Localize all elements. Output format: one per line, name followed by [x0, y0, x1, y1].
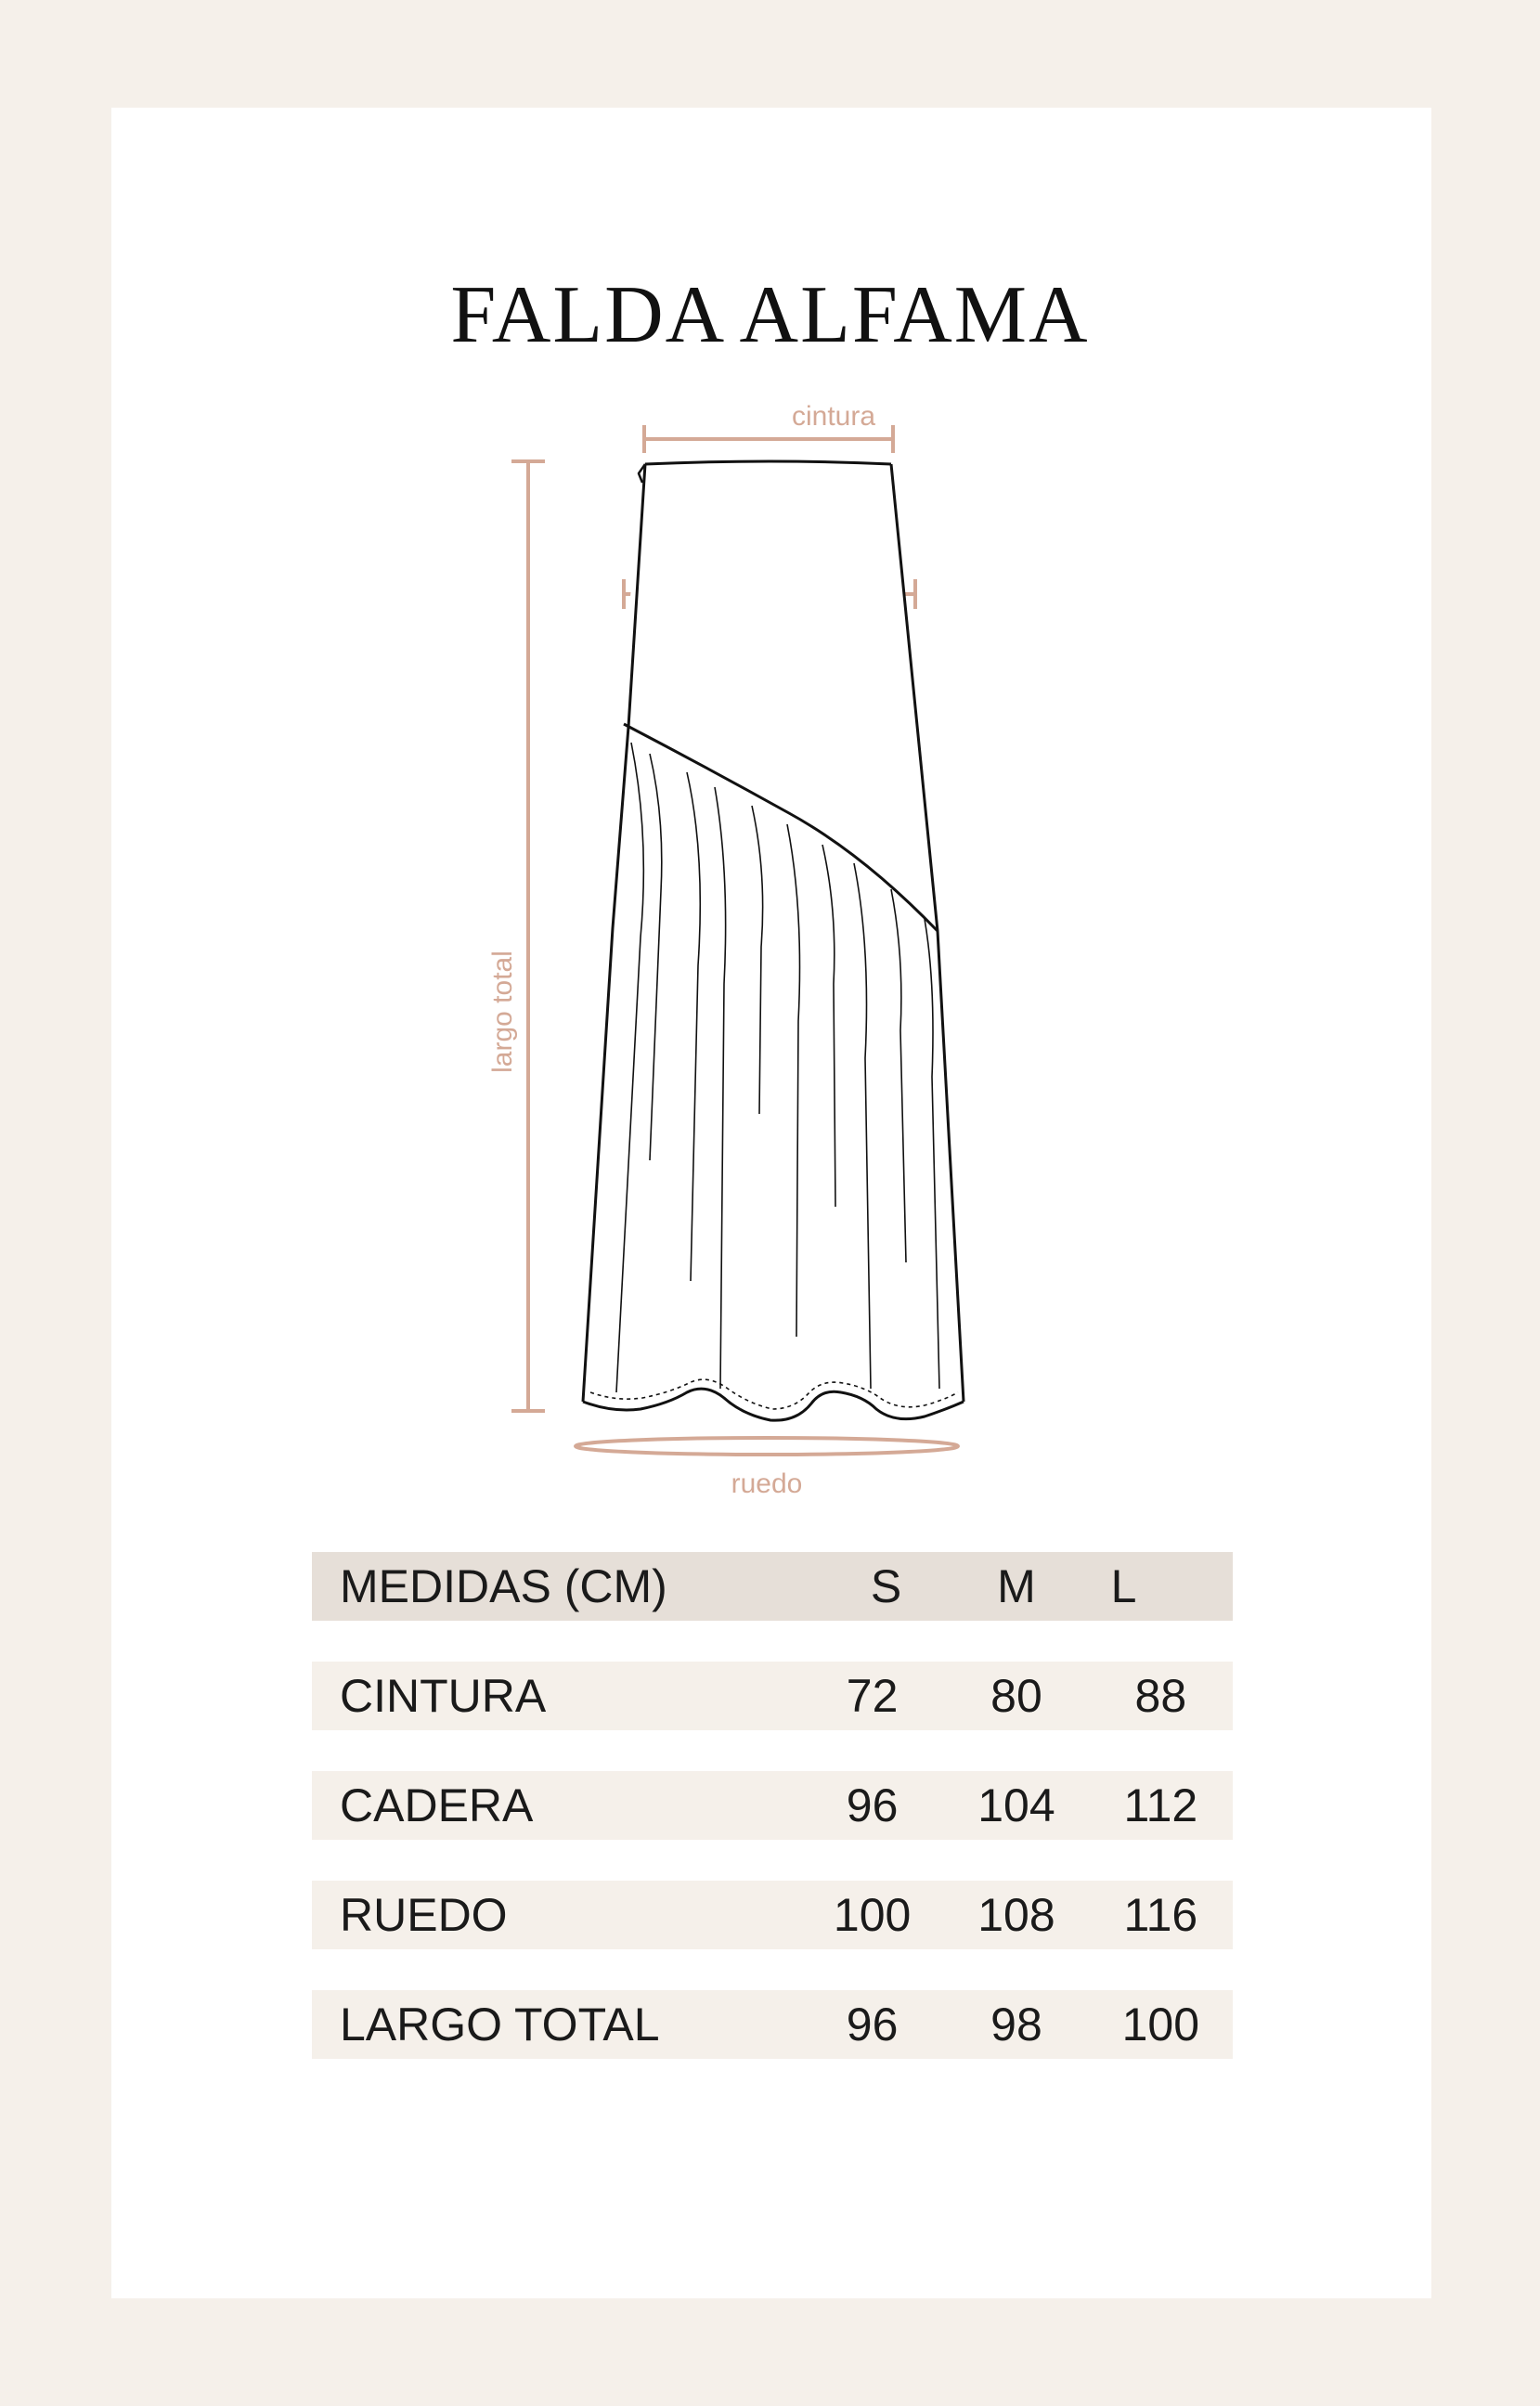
table-header-label: MEDIDAS (CM): [340, 1560, 667, 1612]
row-label: LARGO TOTAL: [340, 1999, 660, 2050]
row-label: CADERA: [340, 1779, 534, 1831]
row-label: CINTURA: [340, 1670, 547, 1722]
cell-size-m: 104: [977, 1779, 1055, 1831]
length-label: largo total: [487, 951, 518, 1073]
row-label: RUEDO: [340, 1889, 508, 1941]
cell-size-s: 72: [846, 1670, 899, 1722]
table-header-size-s: S: [870, 1560, 902, 1612]
table-header-row: [312, 1552, 1233, 1621]
table-header-size-m: M: [997, 1560, 1036, 1612]
cell-size-l: 116: [1123, 1889, 1198, 1941]
cell-size-l: 100: [1121, 1999, 1200, 2050]
cell-size-l: 88: [1134, 1670, 1187, 1722]
table-row: [312, 1990, 1233, 2059]
cell-size-s: 96: [846, 1999, 899, 2050]
table-row: [312, 1881, 1233, 1949]
cell-size-m: 80: [990, 1670, 1042, 1722]
table-row: [312, 1771, 1233, 1840]
cell-size-s: 96: [846, 1779, 899, 1831]
waist-label: cintura: [791, 401, 876, 432]
table-header-size-l: L: [1110, 1560, 1137, 1612]
hem-label: ruedo: [731, 1468, 803, 1499]
skirt-outline: [0, 0, 964, 1425]
cell-size-s: 100: [833, 1889, 912, 1941]
cell-size-m: 108: [977, 1889, 1055, 1941]
page-title: FALDA ALFAMA: [450, 270, 1090, 360]
table-row: [312, 1662, 1233, 1730]
hem-measure-ellipse: [576, 1438, 958, 1455]
length-measure-line: [511, 461, 545, 1411]
cell-size-m: 98: [990, 1999, 1042, 2050]
cell-size-l: 112: [1123, 1779, 1198, 1831]
